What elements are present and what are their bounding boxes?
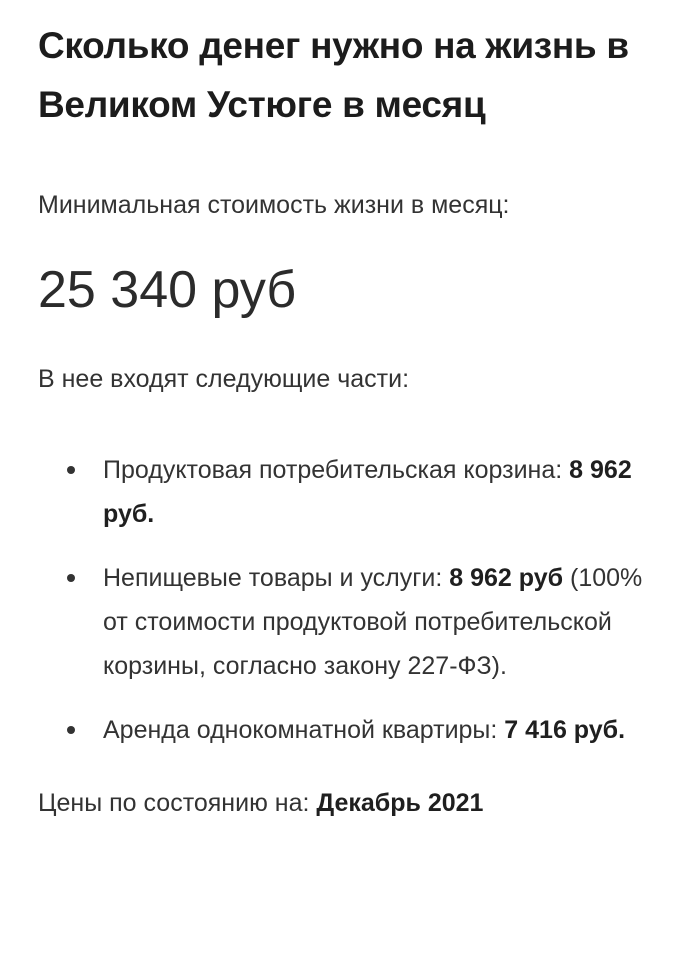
intro-text: В нее входят следующие части: <box>38 365 410 393</box>
item-amount: 8 962 руб. <box>103 456 632 528</box>
item-label: Продуктовая потребительская корзина: <box>103 456 570 484</box>
subtitle: Минимальная стоимость жизни в месяц: <box>38 191 510 219</box>
bullet-icon <box>67 574 75 582</box>
footer-date: Декабрь 2021 <box>316 789 484 817</box>
item-note: (100% от стоимости продуктовой потребительской корзины, согласно закону 227-ФЗ). <box>103 564 643 680</box>
item-amount: 8 962 руб <box>449 564 564 592</box>
list-item-non-food <box>38 556 660 688</box>
list-item-rent <box>38 708 660 752</box>
footer-label: Цены по состоянию на: <box>38 789 317 817</box>
cost-breakdown-list <box>38 448 660 752</box>
total-cost: 25 340 руб <box>38 261 297 319</box>
item-label: Аренда однокомнатной квартиры: <box>103 716 505 744</box>
prices-date <box>38 786 660 820</box>
item-label: Непищевые товары и услуги: <box>103 564 450 592</box>
item-amount: 7 416 руб. <box>504 716 626 744</box>
page-title: Сколько денег нужно на жизнь в Великом Устюге в месяц <box>38 25 629 125</box>
bullet-icon <box>67 726 75 734</box>
bullet-icon <box>67 466 75 474</box>
list-item-food-basket <box>38 448 660 536</box>
